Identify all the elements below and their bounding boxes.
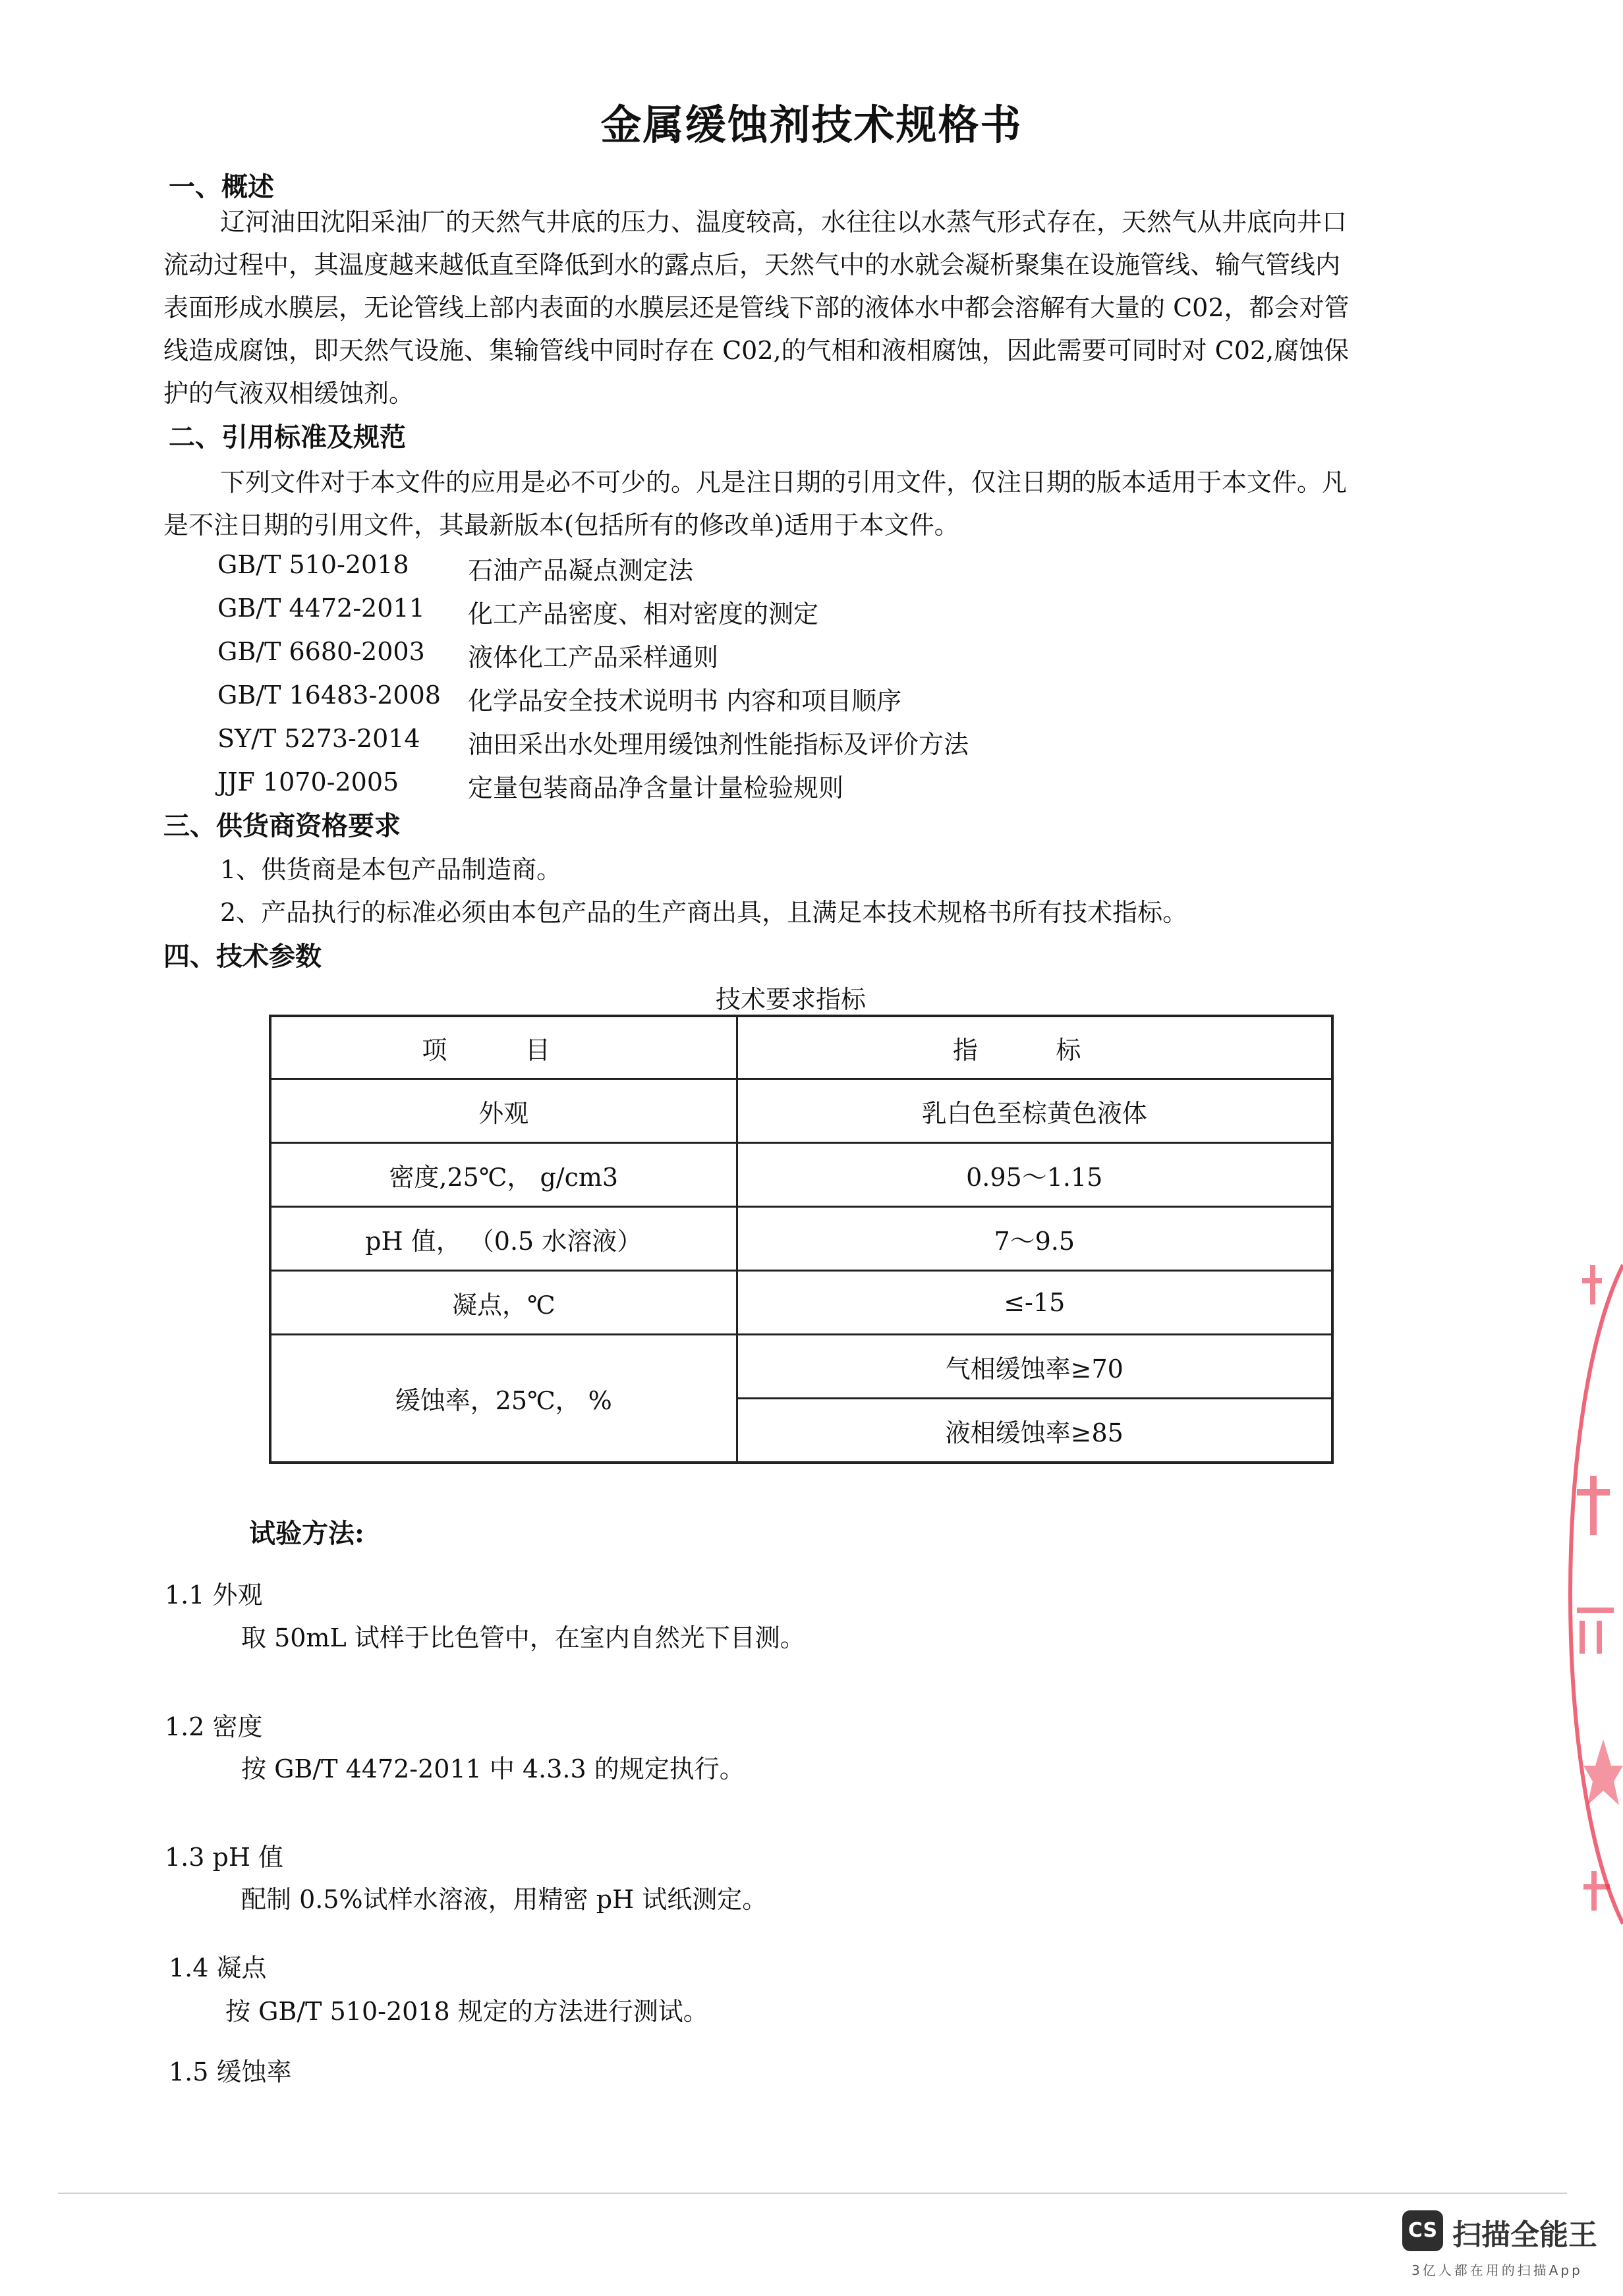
standard-item: [217, 681, 969, 724]
table-header-row: [270, 1016, 1332, 1079]
section-heading-standards: 二、引用标准及规范: [169, 422, 406, 453]
method-3-text: 配制 0.5%试样水溶液，用精密 pH 试纸测定。: [241, 1885, 768, 1914]
row-item: 外观: [270, 1079, 737, 1143]
row-value-gas: 气相缓蚀率≥70: [737, 1335, 1332, 1399]
company-stamp: [1551, 1239, 1623, 1950]
overview-line-2: 流动过程中，其温度越来越低直至降低到水的露点后，天然气中的水就会凝析聚集在设施管线、输气管线内: [163, 250, 1341, 279]
standard-name: 油田采出水处理用缓蚀剂性能指标及评价方法: [468, 730, 969, 759]
method-1-text: 取 50mL 试样于比色管中，在室内自然光下目测。: [241, 1623, 805, 1652]
footer-divider: [58, 2193, 1567, 2194]
standards-list: [217, 550, 969, 811]
method-1-title: 1.1 外观: [165, 1581, 263, 1610]
table-row: [270, 1335, 1332, 1399]
standard-item: [217, 637, 969, 681]
header-index: 指 标: [737, 1016, 1332, 1079]
method-2-title: 1.2 密度: [165, 1712, 263, 1741]
standards-line-2: 是不注日期的引用文件，其最新版本(包括所有的修改单)适用于本文件。: [163, 511, 959, 540]
method-2-text: 按 GB/T 4472-2011 中 4.3.3 的规定执行。: [241, 1754, 745, 1783]
standard-code: GB/T 16483-2008: [217, 681, 441, 710]
standard-code: SY/T 5273-2014: [217, 724, 420, 753]
document-title: 金属缓蚀剂技术规格书: [600, 101, 1023, 149]
camscanner-logo: CS: [1402, 2210, 1443, 2251]
row-value: 乳白色至棕黄色液体: [737, 1079, 1332, 1143]
spec-table: [269, 1015, 1334, 1464]
supplier-line-2: 2、产品执行的标准必须由本包产品的生产商出具，且满足本技术规格书所有技术指标。: [220, 898, 1188, 927]
camscanner-tagline: 3亿人都在用的扫描App: [1411, 2262, 1583, 2278]
method-4-text: 按 GB/T 510-2018 规定的方法进行测试。: [225, 1997, 708, 2026]
table-row: [270, 1207, 1332, 1271]
standard-name: 化工产品密度、相对密度的测定: [468, 600, 819, 629]
row-item: pH 值， （0.5 水溶液）: [270, 1207, 737, 1271]
section-heading-params: 四、技术参数: [163, 941, 322, 972]
methods-heading: 试验方法:: [249, 1518, 364, 1549]
standard-code: GB/T 6680-2003: [217, 637, 425, 666]
standard-item: [217, 550, 969, 594]
overview-line-1: 辽河油田沈阳采油厂的天然气井底的压力、温度较高，水往往以水蒸气形式存在，天然气从井底向井口: [220, 208, 1348, 237]
standard-code: GB/T 510-2018: [217, 550, 409, 579]
standard-code: GB/T 4472-2011: [217, 594, 425, 623]
standard-name: 化学品安全技术说明书 内容和项目顺序: [468, 686, 902, 715]
row-value-liquid: 液相缓蚀率≥85: [737, 1399, 1332, 1463]
standard-item: [217, 724, 969, 768]
table-row: [270, 1143, 1332, 1207]
row-value: 0.95～1.15: [737, 1143, 1332, 1207]
overview-line-3: 表面形成水膜层，无论管线上部内表面的水膜层还是管线下部的液体水中都会溶解有大量的 C02，都会对管: [163, 293, 1350, 322]
section-heading-supplier: 三、供货商资格要求: [163, 810, 401, 841]
standard-name: 定量包装商品净含量计量检验规则: [468, 773, 844, 802]
standard-name: 石油产品凝点测定法: [468, 556, 694, 585]
row-item-inhibition: 缓蚀率，25℃， %: [270, 1335, 737, 1463]
row-item: 凝点，℃: [270, 1271, 737, 1335]
standard-name: 液体化工产品采样通则: [468, 643, 719, 672]
camscanner-name: 扫描全能王: [1452, 2218, 1597, 2252]
supplier-line-1: 1、供货商是本包产品制造商。: [220, 855, 562, 884]
row-value: ≤-15: [737, 1271, 1332, 1335]
overview-line-5: 护的气液双相缓蚀剂。: [163, 379, 414, 408]
method-4-title: 1.4 凝点: [169, 1953, 267, 1982]
standard-code: JJF 1070-2005: [217, 768, 399, 797]
table-caption: 技术要求指标: [715, 985, 866, 1014]
method-3-title: 1.3 pH 值: [165, 1843, 284, 1872]
row-item: 密度,25℃， g/cm3: [270, 1143, 737, 1207]
row-value: 7～9.5: [737, 1207, 1332, 1271]
overview-line-4: 线造成腐蚀，即天然气设施、集输管线中同时存在 C02,的气相和液相腐蚀，因此需要可同时对 C02,腐蚀保: [163, 336, 1350, 365]
table-row: [270, 1079, 1332, 1143]
section-heading-overview: 一、概述: [169, 171, 274, 202]
standards-line-1: 下列文件对于本文件的应用是必不可少的。凡是注日期的引用文件，仅注日期的版本适用于本文件。凡: [220, 468, 1348, 497]
table-row: [270, 1271, 1332, 1335]
method-5-title: 1.5 缓蚀率: [169, 2058, 292, 2086]
standard-item: [217, 594, 969, 637]
header-item: 项 目: [270, 1016, 737, 1079]
